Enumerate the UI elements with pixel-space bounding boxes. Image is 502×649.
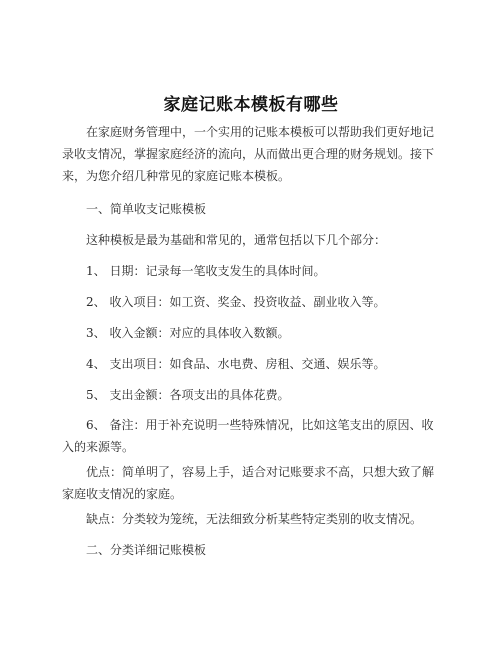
list-item-income-amount: 3、 收入金额：对应的具体收入数额。 [86, 326, 290, 340]
list-item-notes: 6、 备注：用于补充说明一些特殊情况，比如这笔支出的原因、收入的来源等。 [62, 418, 434, 454]
intro-paragraph: 在家庭财务管理中，一个实用的记账本模板可以帮助我们更好地记录收支情况，掌握家庭经济的流向，从而做出更合理的财务规划。接下来，为您介绍几种常见的家庭记账本模板。 [62, 125, 435, 183]
pros-paragraph: 优点：简单明了，容易上手，适合对记账要求不高，只想大致了解家庭收支情况的家庭。 [62, 465, 435, 501]
list-item-expense-amount: 5、 支出金额：各项支出的具体花费。 [86, 388, 290, 402]
section-heading-simple: 一、简单收支记账模板 [86, 202, 207, 216]
section-description: 这种模板是最为基础和常见的，通常包括以下几个部分： [86, 233, 387, 247]
list-item-income-type: 2、 收入项目：如工资、奖金、投资收益、副业收入等。 [86, 295, 386, 309]
list-item-date: 1、 日期：记录每一笔收支发生的具体时间。 [86, 264, 326, 278]
section-heading-detailed: 二、分类详细记账模板 [86, 543, 207, 557]
cons-paragraph: 缺点：分类较为笼统，无法细致分析某些特定类别的收支情况。 [86, 512, 423, 526]
document-title: 家庭记账本模板有哪些 [163, 95, 339, 115]
list-item-expense-type: 4、 支出项目：如食品、水电费、房租、交通、娱乐等。 [86, 357, 386, 371]
